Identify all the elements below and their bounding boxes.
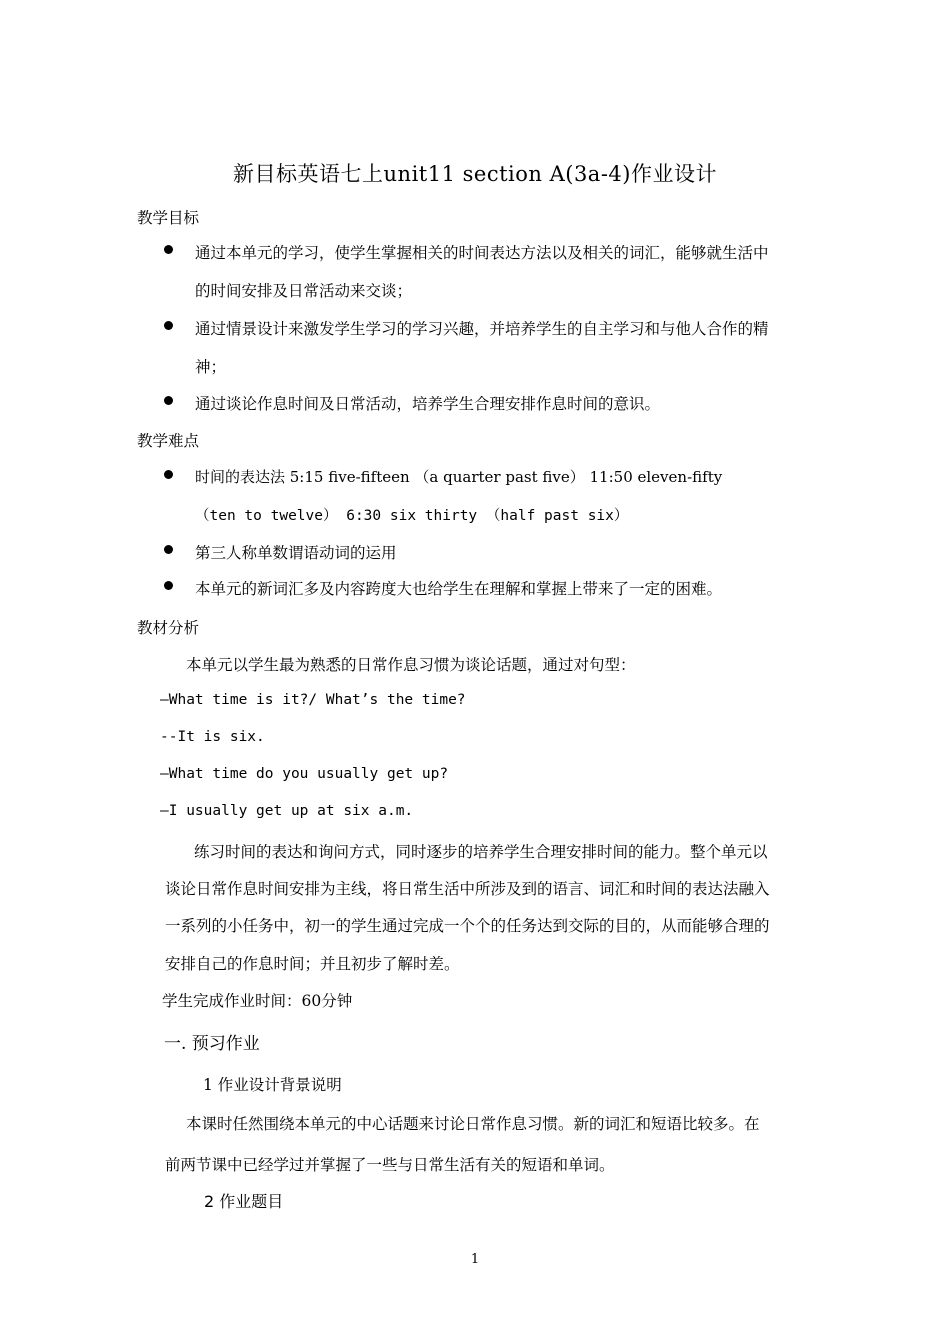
section-1-sub2: 2 作业题目: [204, 1192, 284, 1211]
dialog-line: —What time do you usually get up?: [160, 766, 449, 782]
background-line: 本课时任然围绕本单元的中心话题来讨论日常作息习惯。新的词汇和短语比较多。在: [186, 1115, 760, 1133]
analysis-intro: 本单元以学生最为熟悉的日常作息习惯为谈论话题，通过对句型：: [186, 656, 636, 674]
difficulties-heading: 教学难点: [137, 432, 200, 450]
page-number: 1: [470, 1252, 480, 1267]
dialog-line: --It is six.: [160, 729, 265, 745]
homework-time: 学生完成作业时间：60分钟: [162, 992, 353, 1010]
analysis-para-line: 安排自己的作息时间；并且初步了解时差。: [165, 955, 460, 973]
bullet-icon: [164, 545, 173, 554]
objective-3-line1: 通过谈论作息时间及日常活动，培养学生合理安排作息时间的意识。: [195, 395, 661, 413]
analysis-heading: 教材分析: [137, 619, 200, 637]
dialog-line: —What time is it?/ What’s the time?: [160, 692, 466, 708]
objective-2-line2: 神；: [195, 358, 227, 376]
difficulty-1-line1: 时间的表达法 5:15 five-fifteen （a quarter past five） 11:50 eleven-fifty: [195, 468, 723, 486]
objective-1-line2: 的时间安排及日常活动来交谈；: [195, 282, 413, 300]
bullet-icon: [164, 245, 173, 254]
section-1-sub1: 1 作业设计背景说明: [203, 1076, 342, 1094]
analysis-para-line: 练习时间的表达和询问方式，同时逐步的培养学生合理安排时间的能力。整个单元以: [194, 843, 768, 861]
difficulty-1-line2: （ten to twelve） 6:30 six thirty （half past six）: [195, 508, 629, 524]
analysis-para-line: 谈论日常作息时间安排为主线，将日常生活中所涉及到的语言、词汇和时间的表达法融入: [165, 880, 770, 898]
difficulty-2-line1: 第三人称单数谓语动词的运用: [195, 544, 397, 562]
bullet-icon: [164, 396, 173, 405]
background-line: 前两节课中已经学过并掌握了一些与日常生活有关的短语和单词。: [165, 1156, 615, 1174]
dialog-line: —I usually get up at six a.m.: [160, 803, 414, 819]
difficulty-3-line1: 本单元的新词汇多及内容跨度大也给学生在理解和掌握上带来了一定的困难。: [195, 580, 723, 598]
objective-2-line1: 通过情景设计来激发学生学习的学习兴趣，并培养学生的自主学习和与他人合作的精: [195, 320, 769, 338]
bullet-icon: [164, 470, 173, 479]
objectives-heading: 教学目标: [137, 209, 200, 227]
bullet-icon: [164, 581, 173, 590]
section-1-heading: 一. 预习作业: [164, 1034, 260, 1054]
document-title: 新目标英语七上unit11 section A(3a-4)作业设计: [233, 162, 717, 186]
analysis-para-line: 一系列的小任务中，初一的学生通过完成一个个的任务达到交际的目的，从而能够合理的: [165, 917, 770, 935]
bullet-icon: [164, 321, 173, 330]
objective-1-line1: 通过本单元的学习，使学生掌握相关的时间表达方法以及相关的词汇，能够就生活中: [195, 244, 769, 262]
